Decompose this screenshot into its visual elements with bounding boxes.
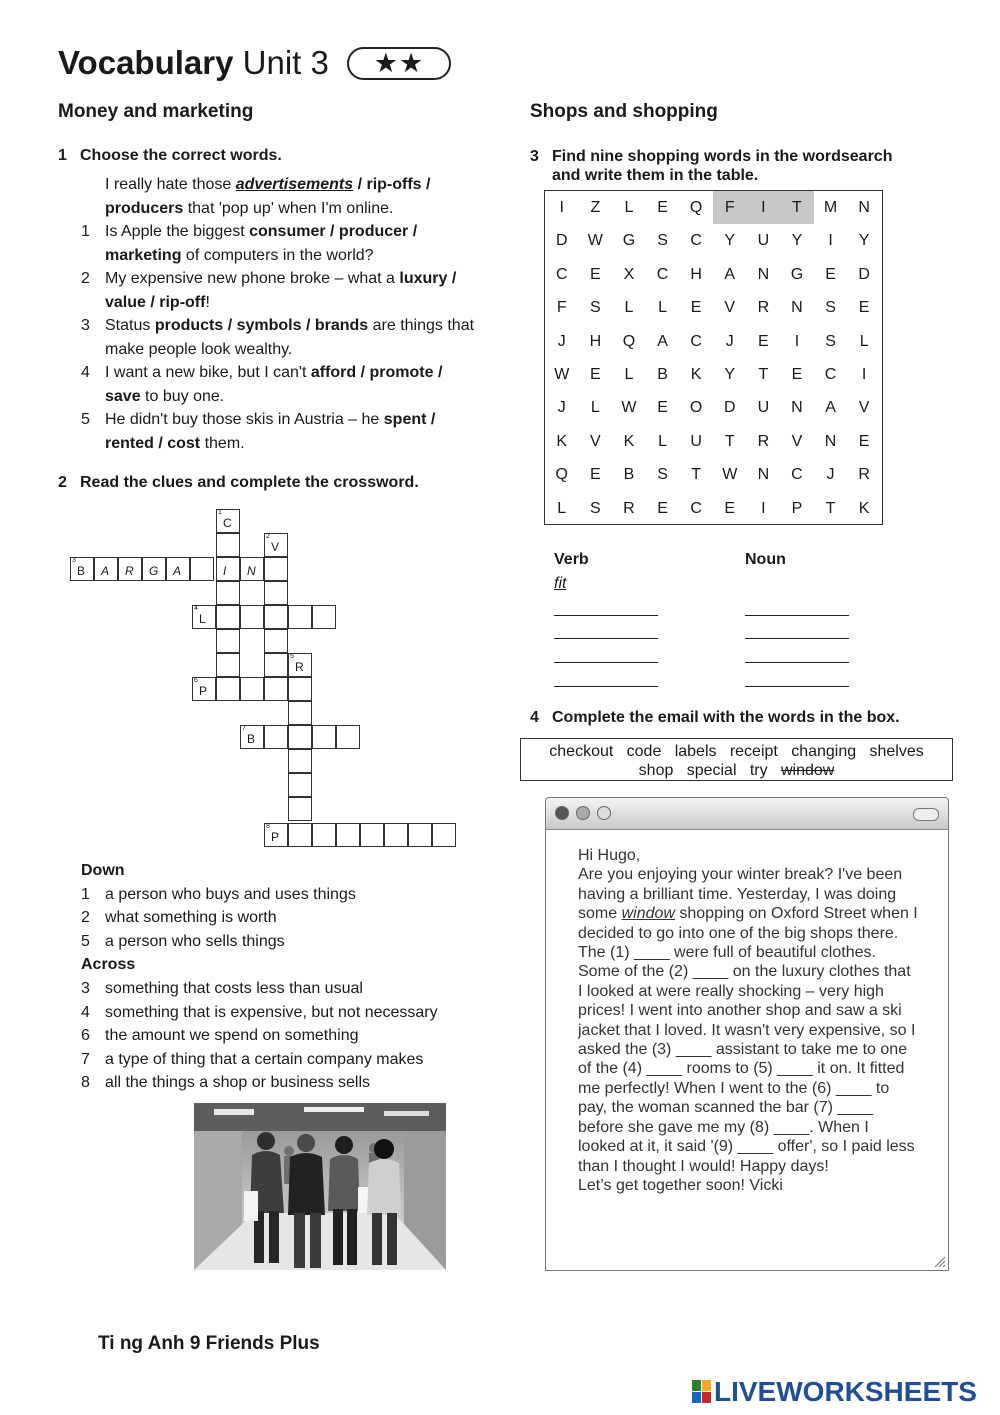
- q1-example: I really hate those advertisements / rip-offs / producers that 'pop up' when I'm online.: [105, 176, 431, 217]
- wordsearch-letter[interactable]: V: [590, 432, 601, 450]
- title-bold: Vocabulary: [58, 44, 234, 81]
- page-title: [58, 44, 329, 82]
- wordsearch-letter[interactable]: U: [757, 232, 770, 250]
- crossword-cell[interactable]: [288, 773, 312, 797]
- wordsearch-letter[interactable]: G: [790, 265, 804, 283]
- wordsearch-letter[interactable]: C: [555, 265, 568, 283]
- wordsearch-letter[interactable]: K: [623, 432, 635, 450]
- wordsearch-row: [545, 191, 882, 224]
- crossword-cell[interactable]: [336, 823, 360, 847]
- crossword-cell[interactable]: [288, 749, 312, 773]
- q1-item[interactable]: 5 He didn't buy those skis in Austria – he spent / rented / cost them.: [81, 411, 436, 452]
- wordsearch-letter[interactable]: D: [858, 265, 870, 283]
- wordsearch-letter[interactable]: I: [861, 366, 867, 383]
- wordsearch-letter[interactable]: L: [590, 399, 600, 417]
- wordsearch-letter[interactable]: E: [590, 265, 601, 283]
- clue-down: 2 what something is worth: [81, 909, 277, 926]
- crossword-cell[interactable]: [190, 557, 214, 581]
- shoppers-photo: [194, 1103, 446, 1270]
- noun-column-title: Noun: [745, 551, 786, 568]
- wordsearch-letter[interactable]: S: [590, 499, 601, 517]
- answer-blank[interactable]: [554, 638, 658, 639]
- wordsearch-letter[interactable]: E: [690, 299, 702, 317]
- crossword-cell[interactable]: R: [118, 557, 142, 581]
- crossword-cell[interactable]: [216, 677, 240, 701]
- wordsearch-letter[interactable]: N: [858, 199, 870, 216]
- wordsearch-letter[interactable]: C: [791, 466, 803, 484]
- struck-word: window: [780, 762, 835, 779]
- q1-item[interactable]: 1 Is Apple the biggest consumer / producer / marketing of computers in the world?: [81, 223, 418, 264]
- crossword-cell[interactable]: [288, 797, 312, 821]
- window-titlebar: [546, 798, 948, 830]
- wordsearch-letter[interactable]: N: [824, 432, 837, 450]
- wordsearch-row: [545, 291, 882, 324]
- wordsearch-letter[interactable]: E: [657, 199, 668, 216]
- wordsearch-letter[interactable]: A: [724, 265, 736, 283]
- wordsearch-letter[interactable]: G: [622, 232, 636, 250]
- wordsearch-letter[interactable]: V: [791, 432, 803, 450]
- question-2-heading: 2 Read the clues and complete the crossword.: [58, 474, 419, 491]
- clues-across-title: Across: [81, 956, 136, 973]
- crossword-cell[interactable]: 3 B: [70, 557, 94, 581]
- wordsearch-letter[interactable]: J: [826, 466, 835, 484]
- wordsearch-letter[interactable]: I: [794, 332, 800, 350]
- title-unit: Unit 3: [242, 44, 329, 81]
- crossword-cell[interactable]: G: [142, 557, 166, 581]
- wordsearch-letter[interactable]: Q: [622, 332, 636, 350]
- crossword-cell[interactable]: 7 B: [240, 725, 264, 749]
- wordsearch-letter[interactable]: S: [590, 299, 601, 317]
- email-example-word: window: [621, 905, 675, 923]
- crossword-cell[interactable]: [288, 725, 312, 749]
- wordsearch-letter[interactable]: E: [657, 399, 668, 417]
- wordsearch-letter[interactable]: W: [587, 232, 603, 250]
- wordsearch-letter[interactable]: R: [757, 299, 770, 317]
- wordsearch-letter[interactable]: Y: [724, 366, 736, 383]
- q1-item[interactable]: 3 Status products / symbols / brands are things that make people look wealthy.: [81, 317, 475, 358]
- wordsearch-row: [545, 492, 882, 525]
- wordsearch-letter[interactable]: L: [557, 499, 567, 517]
- email-body: Hi Hugo, Are you enjoying your winter break? I've been having a brilliant time. Yesterday, I was doing some window shopping on Oxford Street when I decided to go into one of the big shops there. The (1) ____ were full of beautiful clothes. Some of the (2) ____ on the luxury clothes that I looked at were really shocking – very high prices! I went into another shop and saw a ski jacket that I loved. It wasn't very expensive, so I asked the (3) ____ assistant to take me to one of the (4) ____ rooms to (5) ____ it on. It fitted me perfectly! When I went to the (6) ____ to pay, the woman scanned the bar (7) ____ before she gave me my (8) ____. When I looked at it, it said '(9) ____ offer', so I paid less than I thought I would! Happy days! Let’s get together soon! Vicki: [578, 847, 918, 1194]
- crossword-cell[interactable]: [312, 605, 336, 629]
- crossword-cell[interactable]: [216, 605, 240, 629]
- wordsearch-letter[interactable]: E: [590, 366, 601, 383]
- wordsearch-letter[interactable]: L: [624, 299, 634, 317]
- clue-down: 1 a person who buys and uses things: [81, 886, 356, 903]
- wordsearch-row: [545, 325, 882, 358]
- wordsearch-letter[interactable]: E: [791, 366, 803, 383]
- crossword-cell[interactable]: [264, 725, 288, 749]
- crossword-cell[interactable]: A: [94, 557, 118, 581]
- wordsearch-letter[interactable]: R: [757, 432, 770, 450]
- answer-blank[interactable]: [745, 686, 849, 687]
- crossword-cell[interactable]: [216, 653, 240, 677]
- wordsearch-letter[interactable]: L: [624, 366, 634, 383]
- clues-down-title: Down: [81, 862, 125, 879]
- clue-down: 5 a person who sells things: [81, 933, 285, 950]
- wordsearch-letter[interactable]: V: [724, 299, 736, 317]
- wordsearch-letter[interactable]: S: [825, 299, 836, 317]
- wordsearch-letter[interactable]: C: [690, 332, 702, 350]
- crossword-cell[interactable]: [288, 677, 312, 701]
- question-1-heading: 1 Choose the correct words.: [58, 147, 282, 164]
- crossword-cell[interactable]: N: [240, 557, 264, 581]
- wordsearch-letter[interactable]: V: [858, 399, 870, 417]
- wordsearch-letter[interactable]: O: [689, 399, 703, 417]
- word-box: checkout code labels receipt changing shelves shop special try window: [520, 738, 953, 781]
- crossword-cell[interactable]: 4 L: [192, 605, 216, 629]
- wordsearch-letter[interactable]: H: [589, 332, 602, 350]
- wordsearch-letter[interactable]: W: [621, 399, 637, 417]
- wordsearch-letter[interactable]: F: [713, 191, 747, 224]
- crossword-cell[interactable]: [360, 823, 384, 847]
- clue-across: 3 something that costs less than usual: [81, 980, 363, 997]
- wordsearch-letter[interactable]: P: [791, 499, 803, 517]
- difficulty-stars: ★★: [347, 47, 451, 80]
- wordsearch-letter[interactable]: S: [825, 332, 836, 350]
- answer-blank[interactable]: [554, 686, 658, 687]
- clue-across: 8 all the things a shop or business sells: [81, 1074, 371, 1091]
- crossword-cell[interactable]: [264, 653, 288, 677]
- answer-blank[interactable]: [745, 638, 849, 639]
- wordsearch-letter[interactable]: E: [858, 432, 870, 450]
- wordsearch-letter[interactable]: S: [657, 466, 668, 484]
- crossword-cell[interactable]: [432, 823, 456, 847]
- crossword-cell[interactable]: [240, 605, 264, 629]
- clue-across: 7 a type of thing that a certain company makes: [81, 1051, 424, 1068]
- crossword-cell[interactable]: 8 P: [264, 823, 288, 847]
- crossword-cell[interactable]: [288, 823, 312, 847]
- wordsearch-letter[interactable]: C: [824, 366, 837, 383]
- wordsearch-letter[interactable]: L: [624, 199, 634, 216]
- wordsearch-letter[interactable]: C: [690, 232, 702, 250]
- crossword-cell[interactable]: [384, 823, 408, 847]
- maximize-dot-icon[interactable]: [597, 806, 611, 820]
- crossword-cell[interactable]: [312, 823, 336, 847]
- wordsearch-letter[interactable]: N: [791, 299, 803, 317]
- wordsearch-letter[interactable]: F: [556, 299, 567, 317]
- wordsearch-letter[interactable]: L: [658, 299, 667, 317]
- wordsearch-letter[interactable]: E: [724, 499, 736, 517]
- liveworksheets-logo-icon: [692, 1380, 712, 1404]
- wordsearch-letter[interactable]: K: [690, 366, 702, 383]
- wordsearch-letter[interactable]: D: [555, 232, 568, 250]
- wordsearch-letter[interactable]: T: [825, 499, 836, 517]
- crossword-cell[interactable]: [264, 581, 288, 605]
- section-title-money: Money and marketing: [58, 101, 254, 122]
- wordsearch-letter[interactable]: K: [556, 432, 568, 450]
- section-title-shops: Shops and shopping: [530, 101, 718, 122]
- crossword-cell[interactable]: [216, 533, 240, 557]
- wordsearch-letter[interactable]: H: [690, 265, 702, 283]
- crossword-cell[interactable]: [264, 629, 288, 653]
- wordsearch-letter[interactable]: J: [557, 399, 566, 417]
- crossword-cell[interactable]: [264, 677, 288, 701]
- q1-item[interactable]: 4 I want a new bike, but I can't afford / promote / save to buy one.: [81, 364, 443, 405]
- answer-blank[interactable]: [554, 615, 658, 616]
- crossword-cell[interactable]: [216, 581, 240, 605]
- q1-item[interactable]: 2 My expensive new phone broke – what a luxury / value / rip-off!: [81, 270, 457, 311]
- wordsearch-letter[interactable]: Q: [555, 466, 568, 484]
- wordsearch-letter[interactable]: Y: [858, 232, 870, 250]
- answer-blank[interactable]: [554, 662, 658, 663]
- wordsearch-letter[interactable]: W: [554, 366, 570, 383]
- wordsearch-letter[interactable]: I: [747, 191, 781, 224]
- crossword-cell[interactable]: 5 R: [288, 653, 312, 677]
- wordsearch-letter[interactable]: U: [757, 399, 770, 417]
- wordsearch-letter[interactable]: T: [724, 432, 735, 450]
- wordsearch-letter[interactable]: W: [722, 466, 738, 484]
- question-4-heading: 4 Complete the email with the words in the box.: [530, 709, 900, 726]
- crossword-cell[interactable]: 6 P: [192, 677, 216, 701]
- crossword-cell[interactable]: [408, 823, 432, 847]
- wordsearch-row: [545, 358, 882, 391]
- verb-example: fit: [554, 575, 567, 592]
- wordsearch-letter[interactable]: K: [858, 499, 870, 517]
- wordsearch-letter[interactable]: A: [825, 399, 836, 417]
- wordsearch-letter[interactable]: C: [656, 265, 669, 283]
- wordsearch-letter[interactable]: E: [858, 299, 870, 317]
- wordsearch-letter[interactable]: X: [623, 265, 635, 283]
- close-dot-icon[interactable]: [555, 806, 569, 820]
- wordsearch-letter[interactable]: B: [657, 366, 668, 383]
- crossword-cell[interactable]: [216, 629, 240, 653]
- liveworksheets-logo: LIVEWORKSHEETS: [692, 1376, 977, 1408]
- question-3-heading: 3 Find nine shopping words in the wordsearch and write them in the table.: [530, 148, 893, 184]
- footer-title: Ti ng Anh 9 Friends Plus: [98, 1333, 320, 1354]
- wordsearch-letter[interactable]: R: [858, 466, 870, 484]
- wordsearch-row: [545, 425, 882, 458]
- wordsearch-letter[interactable]: E: [758, 332, 769, 350]
- crossword-cell[interactable]: [240, 677, 264, 701]
- wordsearch-row: [545, 224, 882, 257]
- clue-across: 4 something that is expensive, but not necessary: [81, 1004, 438, 1021]
- wordsearch-letter[interactable]: L: [859, 332, 869, 350]
- wordsearch-letter[interactable]: T: [691, 466, 702, 484]
- wordsearch-letter[interactable]: M: [823, 199, 838, 216]
- crossword-cell[interactable]: [336, 725, 360, 749]
- wordsearch-letter[interactable]: B: [623, 466, 635, 484]
- wordsearch-letter[interactable]: A: [657, 332, 668, 350]
- wordsearch-row: [545, 458, 882, 491]
- resize-grip-icon[interactable]: [932, 1254, 946, 1268]
- wordsearch-letter[interactable]: J: [725, 332, 734, 350]
- wordsearch-letter[interactable]: N: [757, 466, 770, 484]
- wordsearch-letter[interactable]: N: [791, 399, 803, 417]
- wordsearch-grid: [544, 190, 883, 525]
- wordsearch-letter[interactable]: Y: [724, 232, 736, 250]
- wordsearch-letter[interactable]: N: [757, 265, 770, 283]
- example-answer: advertisements: [235, 176, 354, 193]
- answer-blank[interactable]: [745, 662, 849, 663]
- wordsearch-letter[interactable]: E: [657, 499, 668, 517]
- crossword-cell[interactable]: 2 V: [264, 533, 288, 557]
- wordsearch-letter[interactable]: C: [690, 499, 702, 517]
- wordsearch-letter[interactable]: U: [690, 432, 702, 450]
- crossword-cell[interactable]: [264, 557, 288, 581]
- wordsearch-letter[interactable]: T: [758, 366, 769, 383]
- wordsearch-letter[interactable]: E: [590, 466, 601, 484]
- answer-blank[interactable]: [745, 615, 849, 616]
- wordsearch-row: [545, 258, 882, 291]
- wordsearch-letter[interactable]: Y: [791, 232, 803, 250]
- crossword-cell[interactable]: A: [166, 557, 190, 581]
- wordsearch-letter[interactable]: I: [559, 199, 564, 216]
- wordsearch-letter[interactable]: L: [658, 432, 667, 450]
- wordsearch-letter[interactable]: T: [780, 191, 814, 224]
- crossword-cell[interactable]: 1 C: [216, 509, 240, 533]
- crossword-cell[interactable]: [288, 605, 312, 629]
- wordsearch-letter[interactable]: E: [825, 265, 836, 283]
- crossword-cell[interactable]: [312, 725, 336, 749]
- crossword-cell[interactable]: [288, 701, 312, 725]
- wordsearch-letter[interactable]: Q: [689, 199, 703, 216]
- verb-column-title: Verb: [554, 551, 589, 568]
- wordsearch-row: [545, 391, 882, 424]
- wordsearch-letter[interactable]: I: [828, 232, 833, 250]
- crossword-cell[interactable]: I: [216, 557, 240, 581]
- wordsearch-letter[interactable]: S: [657, 232, 668, 250]
- toolbar-toggle-icon[interactable]: [913, 808, 939, 821]
- clue-across: 6 the amount we spend on something: [81, 1027, 359, 1044]
- wordsearch-letter[interactable]: R: [623, 499, 635, 517]
- email-window: [545, 797, 949, 1271]
- minimize-dot-icon[interactable]: [576, 806, 590, 820]
- crossword-cell[interactable]: [264, 605, 288, 629]
- wordsearch-letter[interactable]: D: [723, 399, 736, 417]
- wordsearch-letter[interactable]: J: [557, 332, 566, 350]
- wordsearch-letter[interactable]: I: [761, 499, 766, 517]
- wordsearch-letter[interactable]: Z: [590, 199, 601, 216]
